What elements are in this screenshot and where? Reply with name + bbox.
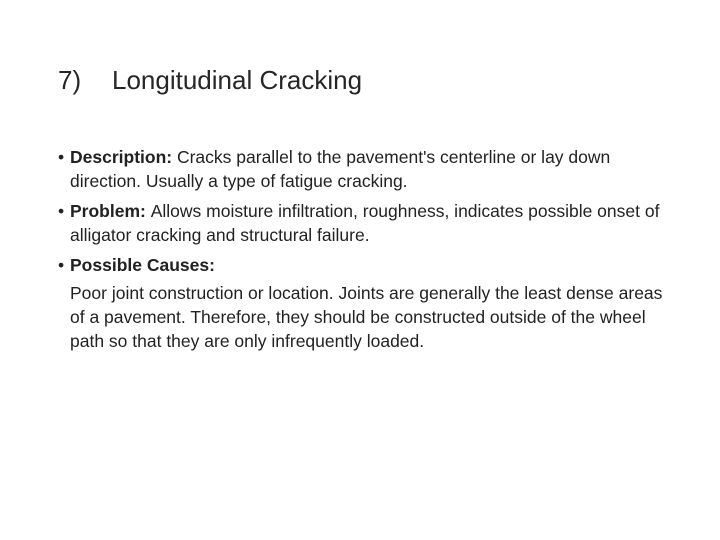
bullet-item-problem [58,199,668,247]
bullet-label: Possible Causes: [70,255,215,275]
bullet-text: Cracks parallel to the pavement's centerline or lay down direction. Usually a type of fatigue cracking. [70,147,611,191]
bullet-label: Problem: [70,201,151,221]
bullet-icon: • [58,147,65,167]
bullet-icon: • [58,201,65,221]
bullet-item-description [58,145,668,193]
bullet-item-possible-causes [58,253,668,353]
bullet-text: Poor joint construction or location. Joints are generally the least dense areas of a pavement. Therefore, they should be constructed outside of the wheel path so that they are only infrequently loaded. [70,283,663,351]
title-text: Longitudinal Cracking [112,65,363,95]
bullet-text: Allows moisture infiltration, roughness, indicates possible onset of alligator cracking and structural failure. [70,201,660,245]
slide-body [58,145,668,359]
title-number: 7) [58,65,82,95]
bullet-label: Description: [70,147,177,167]
slide-title [58,62,678,98]
bullet-icon: • [58,255,65,275]
